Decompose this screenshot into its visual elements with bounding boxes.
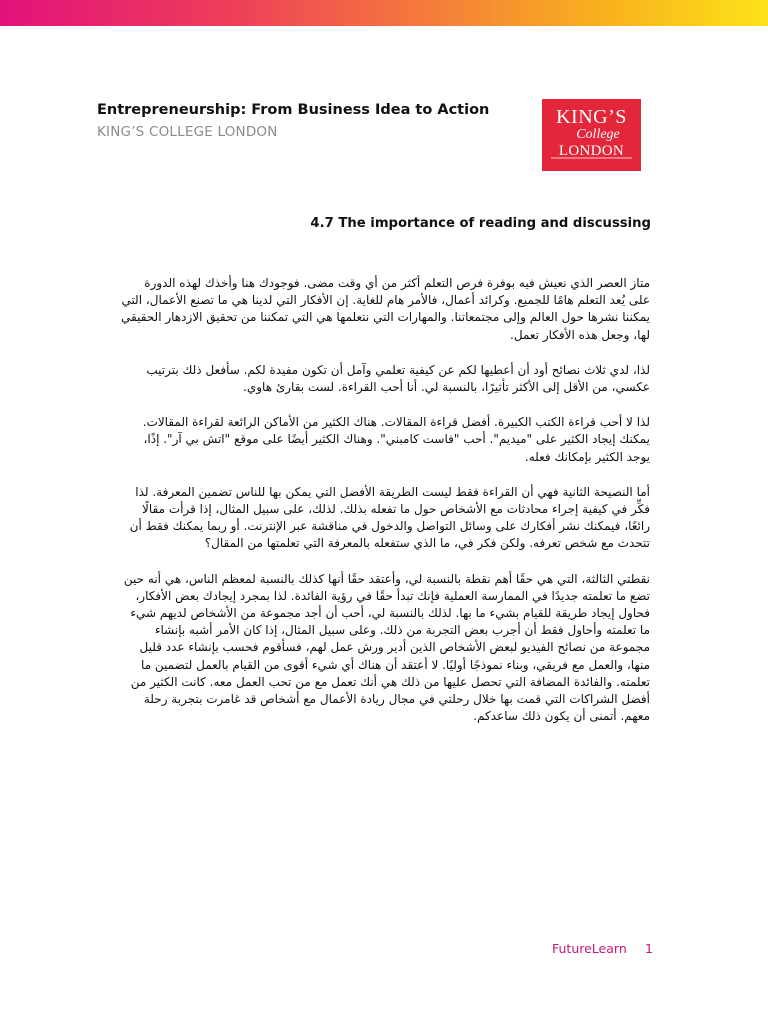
- logo-line-college: College: [576, 127, 620, 142]
- paragraph-3: لذا لا أحب قراءة الكتب الكبيرة. أفضل قراءة المقالات. هناك الكثير من الأماكن الرائعة لقراءة المقالات. يمكنك إيجاد الكثير على "ميديم". أحب "فاست كامبني". وهناك الكثير أيضًا على موقع "اتش بي آر". إذًا، يوجد الكثير بإمكانك فعله.: [142, 415, 650, 464]
- paragraph-2: لذا، لدي ثلاث نصائح أود أن أعطيها لكم عن كيفية تعلمي وآمل أن تكون مفيدة لكم. سأفعل ذلك بترتيب عكسي، من الأقل إلى الأكثر تأثيرًا، بالنسبة لي. أنا أحب القراءة. لست بقارئ هاوي.: [146, 362, 650, 395]
- brand-gradient-bar: [0, 0, 768, 26]
- logo-line-london: LONDON: [558, 143, 625, 159]
- paragraph-1: متاز العصر الذي نعيش فيه بوفرة فرص التعلم أكثر من أي وقت مضى. فوجودك هنا وأخذك لهذه الدورة على يُعد التعلم هامًا للجميع. وكرائد أعمال، فالأمر هام للغاية. إن الأفكار التي لدينا هي ما تصنع الأعمال، التي يمكننا نشرها حول العالم وإلى مجتمعاتنا. والمهارات التي نتعلمها هي التي تمكننا من تحقيق الازدهار الحقيقي لها، وجعل هذه الأفكار تعمل.: [121, 276, 650, 342]
- document-subtitle: KING’S COLLEGE LONDON: [97, 124, 278, 140]
- page-number: 1: [645, 941, 653, 956]
- paragraph-4: أما النصيحة الثانية فهي أن القراءة فقط ليست الطريقة الأفضل التي يمكن بها للناس تضمين المعرفة. لذا فكِّر في كيفية إجراء محادثات مع الأشخاص حول ما تفعله بذلك. لذلك، على سبيل المثال، إذا قرأت مقالًا رائعًا، فيمكنك نشر أفكارك على وسائل التواصل والدخول في مناقشة عبر الإنترنت. أو ربما يمكنك فقط أن تتحدث مع شخص تعرفه. ولكن فكر في، ما الذي ستفعله بالمعرفة التي تعلمتها من المقال؟: [129, 484, 650, 551]
- paragraph-5: نقطتي الثالثة، التي هي حقًا أهم نقطة بالنسبة لي، وأعتقد حقًا أنها كذلك بالنسبة لمعظم الناس، هي أنه حين تضع ما تعلمته جديدًا في الممارسة العملية فإنك تبدأ حقًا في رؤية الفائدة. لذا بمجرد إيجادك بعض الأفكار، فحاول إيجاد طريقة للقيام بشيء ما بها. لذلك بالنسبة لي، أحب أن أجد مجموعة من الأشخاص لديهم شيء ما تعلمته وأحاول فقط أن أجرب بعض التجربة من ذلك. وعلى سبيل المثال، إذا كان الأمر أشبه بإنشاء مجموعة من نصائح الفيديو لبعض الأشخاص الذين أدير ورش عمل لهم، فسأقوم فحسب بإنشاء عدد قليل منها، والعمل مع فريقي، وبناء نموذجًا أوليًا. لا أعتقد أن هناك أي شيء أقوى من القيام بالعمل لتضمين ما تعلمته. والفائدة المضافة التي تحصل عليها من ذلك هي أنك تعمل مع من تحب العمل معه. كانت الكثير من أفضل الشراكات التي قمت بها خلال رحلتي في مجال ريادة الأعمال مع أشخاص قد غامرت بتجربة رحلة معهم. أتمنى أن يكون ذلك ساعدكم.: [123, 571, 650, 724]
- logo-line-kings: KING’S: [556, 106, 627, 128]
- kings-college-logo: [542, 99, 641, 171]
- document-title: Entrepreneurship: From Business Idea to Action: [97, 102, 490, 118]
- futurelearn-brand: FutureLearn: [552, 941, 627, 956]
- article-body: [120, 275, 650, 743]
- kings-college-logo-mark: [542, 99, 641, 171]
- section-heading: 4.7 The importance of reading and discussing: [310, 216, 651, 231]
